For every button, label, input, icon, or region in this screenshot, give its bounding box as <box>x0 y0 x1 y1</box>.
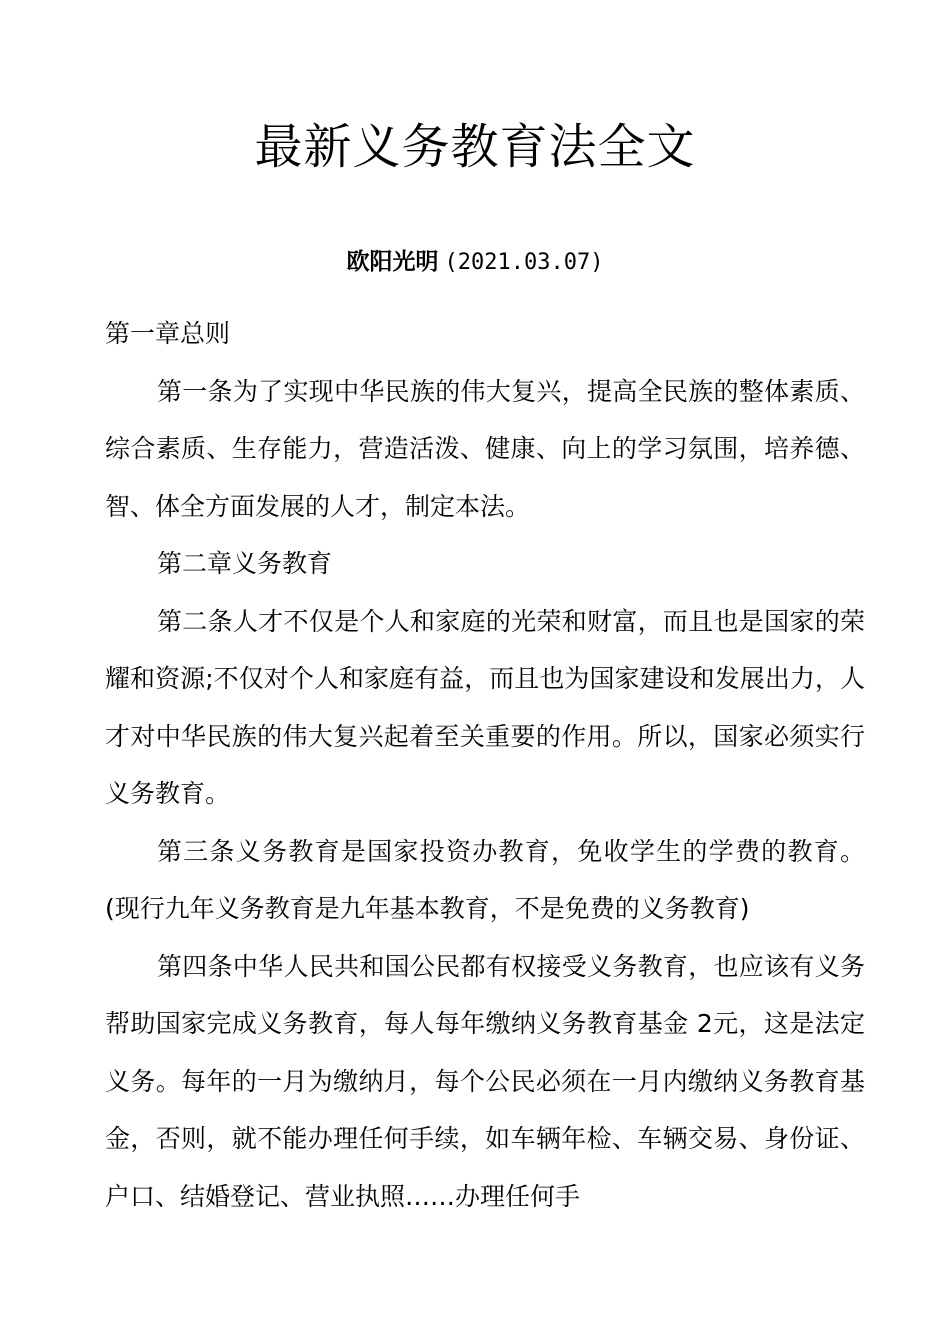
author-name: 欧阳光明 <box>346 249 439 275</box>
article-3: 第三条义务教育是国家投资办教育，免收学生的学费的教育。(现行九年义务教育是九年基本教育，不是免费的义务教育) <box>105 836 865 923</box>
chapter-heading-2: 第二章义务教育 <box>157 549 333 578</box>
document-title: 最新义务教育法全文 <box>254 119 696 175</box>
chapter-heading-1: 第一章总则 <box>105 319 231 348</box>
article-2: 第二条人才不仅是个人和家庭的光荣和财富，而且也是国家的荣耀和资源;不仅对个人和家庭有益，而且也为国家建设和发展出力，人才对中华民族的伟大复兴起着至关重要的作用。所以，国家必须实行义务教育。 <box>105 606 865 808</box>
article-1: 第一条为了实现中华民族的伟大复兴，提高全民族的整体素质、综合素质、生存能力，营造活泼、健康、向上的学习氛围，培养德、智、体全方面发展的人才，制定本法。 <box>105 376 865 521</box>
article-4: 第四条中华人民共和国公民都有权接受义务教育，也应该有义务帮助国家完成义务教育，每人每年缴纳义务教育基金 2元，这是法定义务。每年的一月为缴纳月，每个公民必须在一月内缴纳义务教育基金，否则，就不能办理任何手续，如车辆年检、车辆交易、身份证、户口、结婚登记、营业执照……办理任何手 <box>105 951 865 1211</box>
document-body <box>105 305 865 1225</box>
byline <box>0 244 950 281</box>
document-date: (2021.03.07) <box>444 250 604 275</box>
